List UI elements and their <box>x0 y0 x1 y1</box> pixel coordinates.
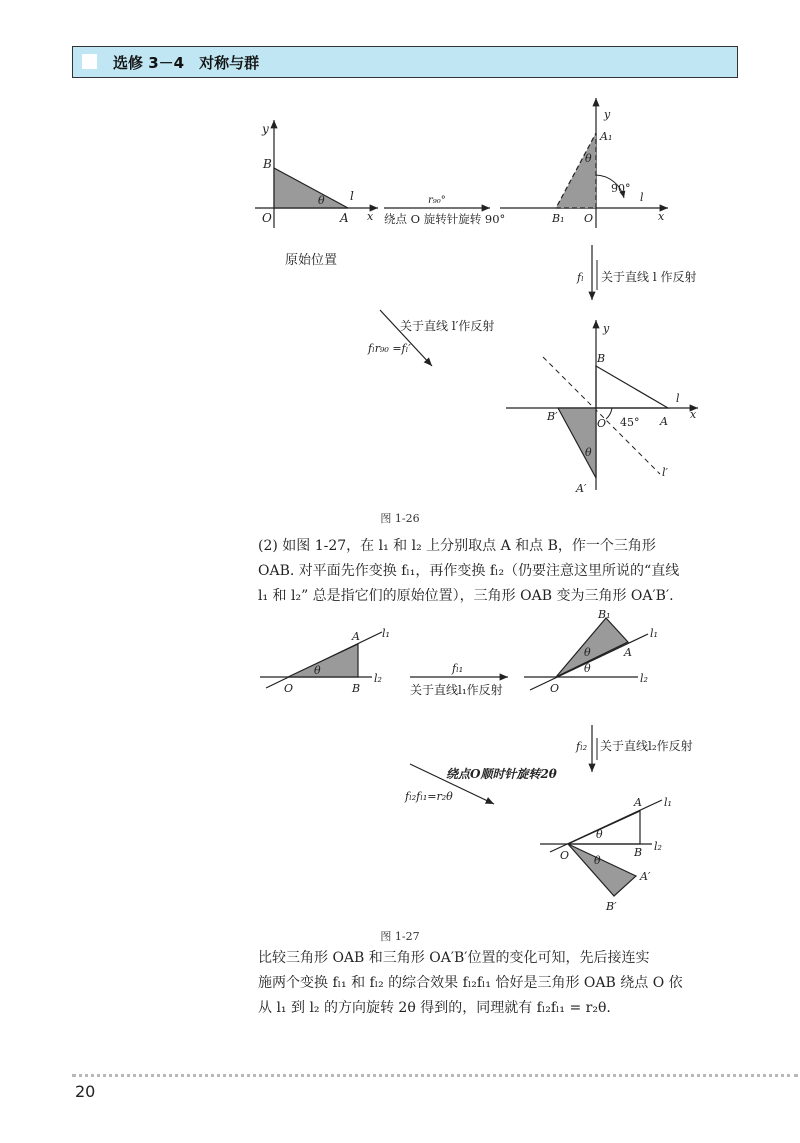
reflect-l2-label: 关于直线l₂作反射 <box>600 739 693 753</box>
label-theta: θ <box>314 664 321 677</box>
label-x: x <box>690 408 697 421</box>
rotate-label: 绕点O顺时针旋转2θ <box>446 767 557 781</box>
label-x: x <box>367 210 374 223</box>
label-l1: l₁ <box>382 627 390 640</box>
fig26-panel-original <box>255 120 378 268</box>
fig26-arrow-reflect-l <box>576 245 696 300</box>
label-l2: l₂ <box>654 840 662 853</box>
label-y: y <box>603 322 610 335</box>
chapter-title: 选修 3－4 对称与群 <box>113 54 260 72</box>
fig26-arrow-reflect-l-prime <box>367 310 494 366</box>
label-B: B <box>263 157 272 171</box>
label-l: l <box>350 189 354 203</box>
header-square-icon <box>82 54 97 69</box>
label-A: A <box>352 630 360 643</box>
fig26-arrow-rotation <box>384 195 505 226</box>
label-theta: θ <box>318 194 325 207</box>
label-y: y <box>262 122 269 136</box>
paragraph-2 <box>258 946 728 1021</box>
paragraph-2-line-2: 施两个变换 fₗ₁ 和 fₗ₂ 的综合效果 fₗ₂fₗ₁ 恰好是三角形 OAB 绕点 O 依 <box>258 975 683 991</box>
label-A: A <box>634 796 642 809</box>
label-B: B <box>634 846 643 859</box>
paragraph-1-line-1: (2) 如图 1-27，在 l₁ 和 l₂ 上分别取点 A 和点 B，作一个三角形 <box>258 538 656 554</box>
label-B: B <box>597 352 606 365</box>
label-l-prime: l′ <box>662 466 669 479</box>
label-B: B <box>352 682 361 695</box>
footer-divider <box>72 1074 798 1077</box>
label-l1: l₁ <box>650 627 658 640</box>
label-theta-2: θ <box>594 854 601 867</box>
chapter-header <box>72 46 738 78</box>
label-B1: B₁ <box>552 212 565 225</box>
label-l2: l₂ <box>374 672 382 685</box>
paragraph-1-line-3: l₁ 和 l₂” 总是指它们的原始位置），三角形 OAB 变为三角形 OA′B′. <box>258 588 674 604</box>
label-theta: θ <box>585 446 592 459</box>
label-l2: l₂ <box>640 672 648 685</box>
reflect-prime-label: 关于直线 l′作反射 <box>400 319 495 333</box>
label-B-prime: B′ <box>606 900 617 913</box>
label-A-prime: A′ <box>576 482 587 495</box>
label-O: O <box>262 211 272 225</box>
label-A: A <box>340 211 349 225</box>
fig27-panel-reflect-l1 <box>524 610 658 695</box>
paragraph-1 <box>258 534 728 609</box>
paragraph-2-line-1: 比较三角形 OAB 和三角形 OA′B′位置的变化可知，先后接连实 <box>258 950 650 966</box>
label-O: O <box>597 417 607 430</box>
reflect-l2-symbol: fₗ₂ <box>576 740 588 753</box>
figure-1-27-caption: 图 1-27 <box>380 930 420 943</box>
label-O: O <box>550 682 560 695</box>
label-O: O <box>584 212 594 225</box>
label-O: O <box>284 682 294 695</box>
label-l1: l₁ <box>664 796 672 809</box>
reflect-prime-symbol: fₗr₉₀ =fₗ′ <box>368 342 411 355</box>
reflect-l1-label: 关于直线l₁作反射 <box>410 683 503 697</box>
fig27-arrow-reflect-l2 <box>575 725 693 772</box>
rotate-symbol: fₗ₂fₗ₁=r₂θ <box>405 790 453 803</box>
label-A-prime: A′ <box>640 870 651 883</box>
label-theta-1: θ <box>584 646 591 659</box>
label-B-prime: B′ <box>547 410 558 423</box>
label-l: l <box>676 392 680 405</box>
rotation-label: 绕点 O 旋转针旋转 90° <box>384 212 506 226</box>
reflect-symbol: fₗ <box>577 271 584 284</box>
label-y: y <box>604 108 611 121</box>
label-x: x <box>658 210 665 223</box>
label-A: A <box>660 415 668 428</box>
rotation-symbol: r₉₀° <box>428 195 446 206</box>
reflect-l1-symbol: fₗ₁ <box>452 662 464 675</box>
figure-1-27 <box>0 610 800 920</box>
fig26-panel-rotated <box>500 98 668 228</box>
label-angle-90: 90° <box>611 182 631 195</box>
fig27-panel-result <box>540 796 672 913</box>
reflect-label: 关于直线 l 作反射 <box>601 270 697 284</box>
paragraph-1-line-2: OAB. 对平面先作变换 fₗ₁，再作变换 fₗ₂（仍要注意这里所说的“直线 <box>258 563 680 579</box>
label-theta: θ <box>585 152 592 165</box>
label-O: O <box>560 849 570 862</box>
fig27-arrow-reflect-l1 <box>410 662 508 697</box>
label-theta-2: θ <box>584 662 591 675</box>
original-position-caption: 原始位置 <box>285 253 338 268</box>
label-angle-45: 45° <box>620 416 640 429</box>
label-l: l <box>640 191 644 204</box>
fig26-panel-reflected <box>506 320 698 495</box>
label-A: A <box>624 646 632 659</box>
fig27-panel-original <box>260 627 390 695</box>
label-theta-1: θ <box>596 828 603 841</box>
paragraph-2-line-3: 从 l₁ 到 l₂ 的方向旋转 2θ 得到的，同理就有 fₗ₂fₗ₁ = r₂θ. <box>258 1000 611 1016</box>
fig27-arrow-rotate-2theta <box>404 764 557 804</box>
figure-1-26-caption: 图 1-26 <box>380 512 420 525</box>
label-B1: B₁ <box>598 610 611 621</box>
page-number: 20 <box>75 1082 96 1101</box>
label-A1: A₁ <box>600 130 613 143</box>
